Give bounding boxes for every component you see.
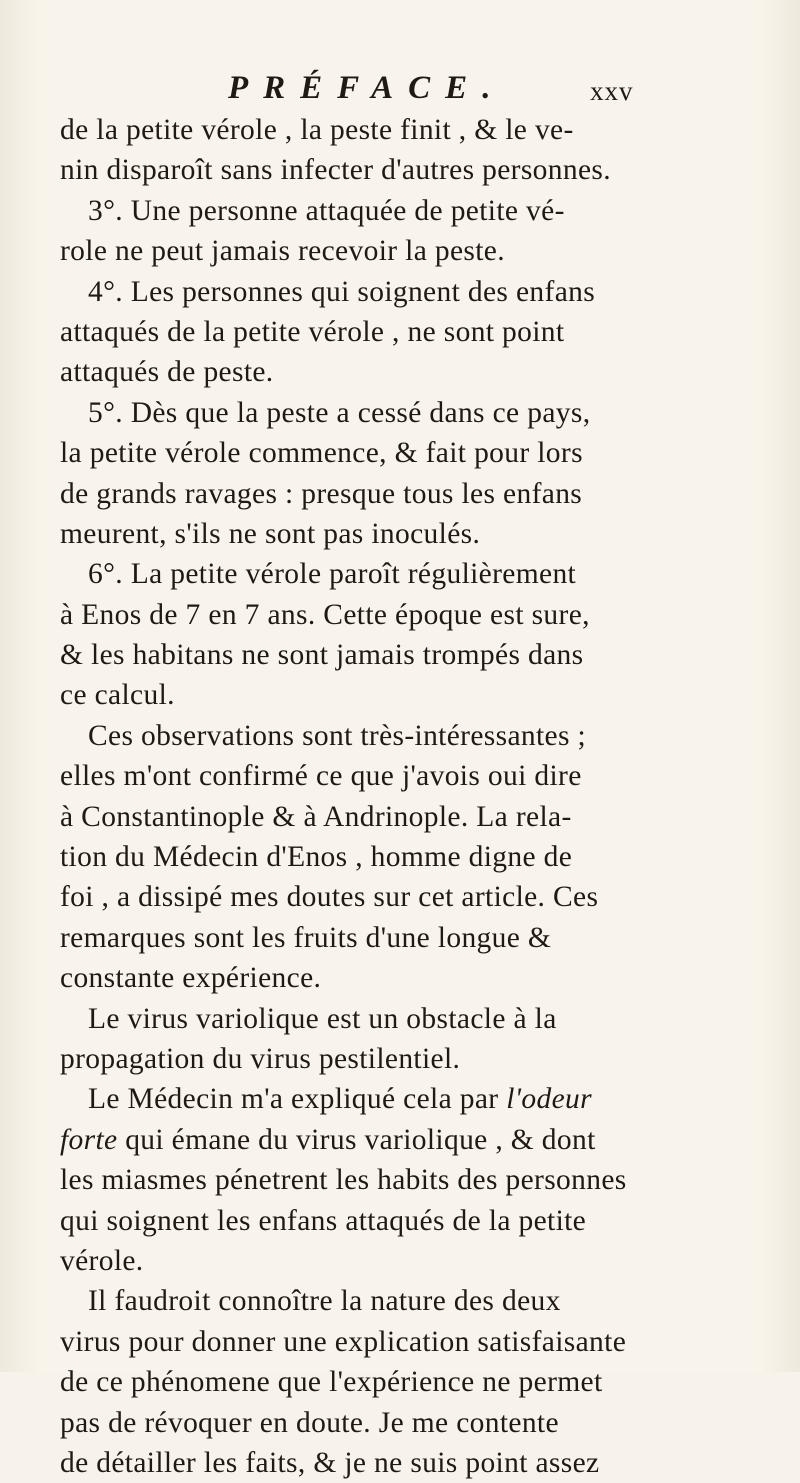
- text-line: à Enos de 7 en 7 ans. Cette époque est sure,: [60, 598, 590, 631]
- text-line: tion du Médecin d'Enos , homme digne de: [60, 841, 573, 874]
- text-line: Le virus variolique est un obstacle à la: [88, 1002, 557, 1035]
- text-line: ce calcul.: [60, 679, 175, 712]
- text-line: elles m'ont confirmé ce que j'avois oui dire: [60, 760, 582, 793]
- text-line: qui soignent les enfans attaqués de la petite: [60, 1204, 587, 1237]
- text-line: la petite vérole commence, & fait pour lors: [60, 437, 583, 470]
- page-number: xxv: [590, 76, 634, 106]
- text-line: meurent, s'ils ne sont pas inoculés.: [60, 517, 481, 550]
- page-header: [0, 70, 800, 110]
- italic-phrase: l'odeur: [506, 1083, 592, 1116]
- text-line: 6°. La petite vérole paroît régulièrement: [88, 558, 577, 591]
- text-line: remarques sont les fruits d'une longue &: [60, 921, 552, 954]
- text-line: à Constantinople & à Andrinople. La rela-: [60, 800, 572, 833]
- text-line: de ce phénomene que l'expérience ne permet: [60, 1366, 603, 1399]
- text-line: virus pour donner une explication satisfaisante: [60, 1325, 627, 1358]
- running-title: PRÉFACE.: [228, 70, 506, 106]
- text-line: [60, 1120, 750, 1160]
- text-line: propagation du virus pestilentiel.: [60, 1042, 461, 1075]
- text-line: Ces observations sont très-intéressantes ;: [88, 719, 587, 752]
- text-line: de la petite vérole , la peste finit , & le ve-: [60, 114, 574, 146]
- text-line: foi , a dissipé mes doutes sur cet article. Ces: [60, 881, 599, 914]
- text-line: & les habitans ne sont jamais trompés dans: [60, 639, 584, 672]
- text-line: [60, 1079, 750, 1119]
- text-line-roman: qui émane du virus variolique , & dont: [117, 1123, 596, 1156]
- text-line: attaqués de la petite vérole , ne sont point: [60, 315, 565, 348]
- text-line: Il faudroit connoître la nature des deux: [88, 1285, 561, 1318]
- text-line: nin disparoît sans infecter d'autres personnes.: [60, 154, 611, 187]
- text-line-roman: Le Médecin m'a expliqué cela par: [88, 1083, 507, 1116]
- text-line: 3°. Une personne attaquée de petite vé-: [88, 194, 565, 227]
- text-line: de grands ravages : presque tous les enfans: [60, 477, 583, 510]
- text-line: 4°. Les personnes qui soignent des enfans: [88, 275, 596, 308]
- text-line: de détailler les faits, & je ne suis point assez: [60, 1446, 600, 1479]
- text-line: role ne peut jamais recevoir la peste.: [60, 235, 505, 268]
- text-line: pas de révoquer en doute. Je me contente: [60, 1406, 559, 1439]
- text-line: attaqués de peste.: [60, 356, 274, 389]
- text-line: constante expérience.: [60, 962, 322, 995]
- text-line: les miasmes pénetrent les habits des personnes: [60, 1164, 627, 1197]
- body-text: [60, 110, 750, 1483]
- text-line: 5°. Dès que la peste a cessé dans ce pays,: [88, 396, 591, 429]
- italic-phrase: forte: [60, 1123, 118, 1156]
- text-line: vérole.: [60, 1244, 144, 1277]
